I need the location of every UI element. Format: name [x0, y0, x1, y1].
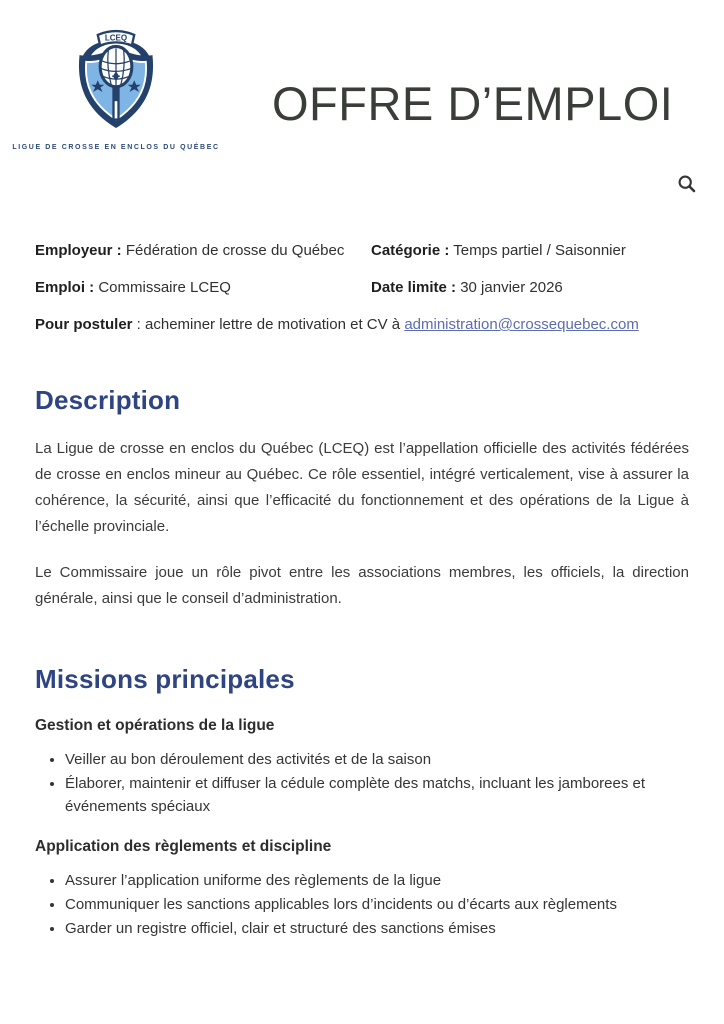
apply-email-link[interactable]: administration@crossequebec.com: [404, 316, 639, 333]
apply-instructions: [35, 314, 689, 335]
description-paragraph: Le Commissaire joue un rôle pivot entre les associations membres, les officiels, la direction générale, ainsi que le conseil d’administration.: [35, 564, 689, 607]
meta-deadline-label: Date limite :: [371, 279, 457, 296]
meta-job: [35, 277, 371, 298]
logo-caption: LIGUE DE CROSSE EN ENCLOS DU QUÉBEC: [12, 144, 220, 151]
description-heading: Description: [35, 385, 181, 415]
lceq-logo-icon: [68, 26, 164, 136]
lceq-logo: [8, 26, 224, 151]
meta-deadline: [371, 277, 689, 298]
page-header: [0, 0, 724, 230]
meta-category: [371, 240, 689, 261]
missions-heading: Missions principales: [35, 664, 295, 694]
missions-group-2-list: [35, 869, 689, 940]
apply-label: Pour postuler: [35, 316, 133, 333]
logo-acronym: LCEQ: [104, 33, 128, 43]
meta-deadline-value: 30 janvier 2026: [460, 279, 563, 296]
search-icon: [677, 174, 697, 194]
meta-employer-label: Employeur :: [35, 242, 122, 259]
list-item: • Garder un registre officiel, clair et structuré des sanctions émises: [65, 917, 689, 940]
meta-employer-value: Fédération de crosse du Québec: [125, 242, 345, 259]
meta-job-value: Commissaire LCEQ: [98, 279, 231, 296]
page-title: OFFRE D’EMPLOI: [272, 77, 674, 130]
meta-job-label: Emploi :: [35, 279, 95, 296]
description-paragraph: La Ligue de crosse en enclos du Québec (LCEQ) est l’appellation officielle des activités fédérées de crosse en enclos mineur au Québec. Ce rôle essentiel, intégré verticalement, vise à assurer la cohérence, la sécurité, ainsi que l’efficacité du fonctionnement et des opérations de la Ligue à l’échelle provinciale.: [35, 440, 689, 535]
search-button[interactable]: [676, 174, 698, 196]
list-item: • Élaborer, maintenir et diffuser la cédule complète des matchs, incluant les jamborees et événements spéciaux: [65, 772, 689, 818]
missions-group-1-subheading: Gestion et opérations de la ligue: [35, 717, 275, 734]
meta-category-label: Catégorie :: [371, 242, 450, 259]
meta-employer: [35, 240, 371, 261]
missions-group-2-subheading: Application des règlements et discipline: [35, 838, 332, 855]
list-item: • Veiller au bon déroulement des activités et de la saison: [65, 748, 689, 771]
list-item: • Communiquer les sanctions applicables lors d’incidents ou d’écarts aux règlements: [65, 893, 689, 916]
job-meta: [0, 230, 724, 335]
apply-text: : acheminer lettre de motivation et CV à: [132, 316, 405, 333]
main-content: [0, 385, 724, 940]
list-item: • Assurer l’application uniforme des règlements de la ligue: [65, 869, 689, 892]
missions-group-1-list: [35, 748, 689, 818]
meta-category-value: Temps partiel / Saisonnier: [453, 242, 626, 259]
